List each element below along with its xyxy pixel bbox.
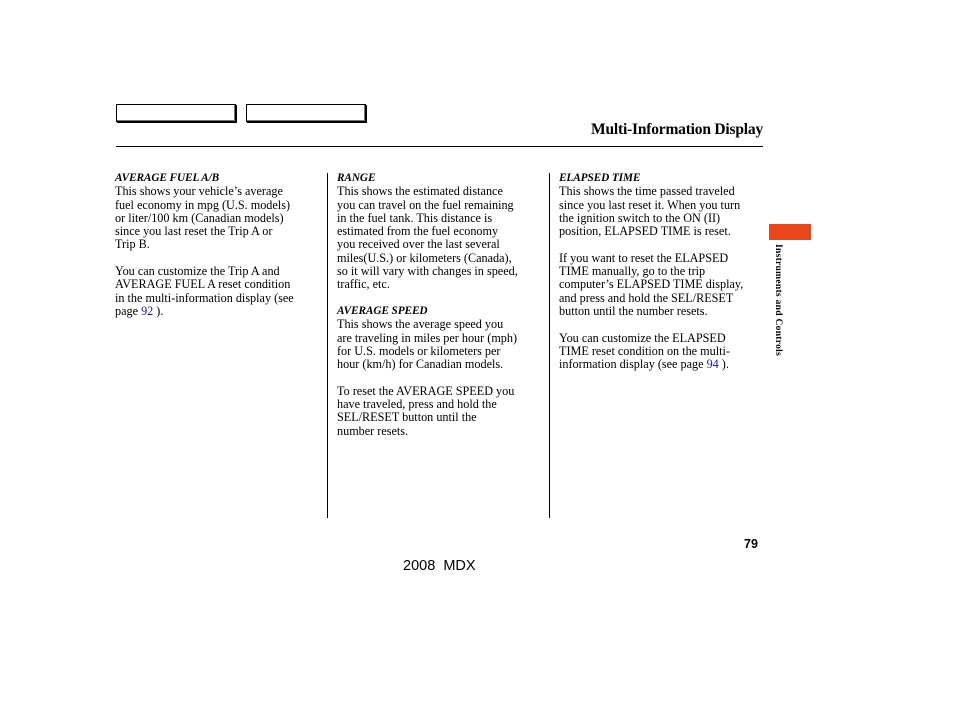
text-line: you can travel on the fuel remaining	[337, 197, 514, 212]
footer-model: 2008 MDX	[403, 558, 476, 574]
column-3	[559, 172, 767, 385]
nav-button-previous[interactable]	[116, 104, 236, 122]
reference-prefix: information display (see page	[559, 357, 707, 372]
text-line: since you last reset the Trip A or	[115, 224, 273, 239]
body-paragraph	[115, 265, 323, 318]
section-heading: AVERAGE SPEED	[337, 304, 428, 317]
text-line: are traveling in miles per hour (mph)	[337, 330, 518, 345]
page-reference-line	[115, 305, 323, 318]
text-line: you received over the last several	[337, 237, 500, 252]
section-heading: ELAPSED TIME	[559, 172, 641, 184]
reference-suffix: ).	[718, 357, 729, 372]
section-heading: RANGE	[337, 172, 376, 184]
body-paragraph	[337, 385, 545, 438]
body-paragraph	[337, 185, 545, 291]
text-line: number resets.	[337, 423, 409, 438]
body-paragraph	[559, 252, 767, 318]
text-line: To reset the AVERAGE SPEED you	[337, 383, 515, 398]
page-title: Multi-Information Display	[591, 121, 763, 138]
text-line: position, ELAPSED TIME is reset.	[559, 224, 731, 239]
page-link[interactable]: 94	[706, 357, 719, 372]
reference-prefix: page	[115, 303, 142, 318]
text-line: This shows the average speed you	[337, 317, 504, 332]
text-line: button until the number resets.	[559, 303, 708, 318]
text-line: traffic, etc.	[337, 277, 390, 292]
text-line: This shows the time passed traveled	[559, 184, 735, 199]
nav-button-next[interactable]	[246, 104, 366, 122]
text-line: computer’s ELAPSED TIME display,	[559, 277, 744, 292]
text-line: TIME manually, go to the trip	[559, 264, 706, 279]
text-line: miles(U.S.) or kilometers (Canada),	[337, 250, 512, 265]
text-line: Trip B.	[115, 237, 150, 252]
text-line: This shows your vehicle’s average	[115, 184, 283, 199]
section-heading: AVERAGE FUEL A/B	[115, 172, 220, 184]
body-paragraph	[559, 185, 767, 238]
section-tab-label: Instruments and Controls	[773, 244, 783, 357]
text-line: TIME reset condition on the multi-	[559, 343, 730, 358]
body-paragraph	[337, 318, 545, 371]
text-line: You can customize the ELAPSED	[559, 330, 726, 345]
column-divider	[549, 173, 550, 518]
text-line: have traveled, press and hold the	[337, 397, 497, 412]
text-line: for U.S. models or kilometers per	[337, 343, 501, 358]
page-number: 79	[744, 537, 758, 551]
column-2	[337, 172, 545, 451]
text-line: since you last reset it. When you turn	[559, 197, 741, 212]
body-paragraph	[115, 185, 323, 251]
column-1	[115, 172, 323, 332]
section-tab	[769, 224, 811, 240]
text-line: so it will vary with changes in speed,	[337, 264, 518, 279]
text-line: estimated from the fuel economy	[337, 224, 499, 239]
text-line: the ignition switch to the ON (II)	[559, 210, 721, 225]
text-line: AVERAGE FUEL A reset condition	[115, 277, 291, 292]
text-line: fuel economy in mpg (U.S. models)	[115, 197, 290, 212]
text-line: This shows the estimated distance	[337, 184, 503, 199]
text-line: SEL/RESET button until the	[337, 410, 477, 425]
text-line: You can customize the Trip A and	[115, 264, 280, 279]
body-paragraph	[559, 332, 767, 372]
text-line: or liter/100 km (Canadian models)	[115, 210, 284, 225]
reference-suffix: ).	[153, 303, 164, 318]
text-line: in the multi-information display (see	[115, 290, 294, 305]
header-rule	[116, 146, 763, 147]
column-divider	[327, 173, 328, 518]
text-line: in the fuel tank. This distance is	[337, 210, 493, 225]
text-line: If you want to reset the ELAPSED	[559, 250, 729, 265]
text-line: and press and hold the SEL/RESET	[559, 290, 734, 305]
page-link[interactable]: 92	[141, 303, 154, 318]
text-line: hour (km/h) for Canadian models.	[337, 357, 504, 372]
page-reference-line	[559, 358, 767, 371]
